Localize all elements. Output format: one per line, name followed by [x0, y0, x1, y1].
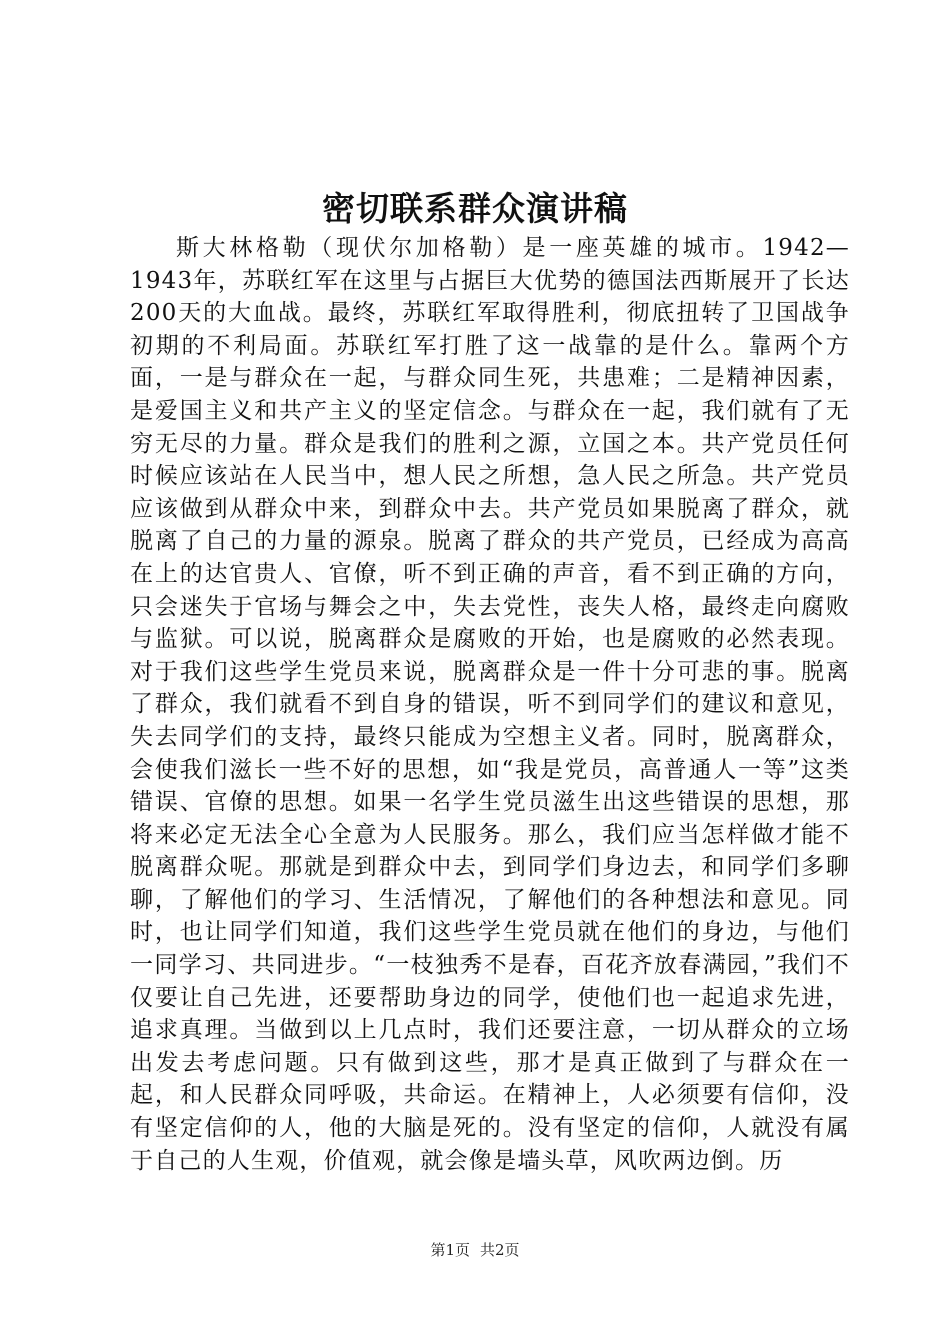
page-total: 共2页: [480, 1241, 520, 1259]
page-number: 第1页: [430, 1241, 470, 1259]
document-title: 密切联系群众演讲稿: [322, 189, 628, 228]
body-paragraph: 斯大林格勒（现伏尔加格勒）是一座英雄的城市。1942—1943年，苏联红军在这里与占据巨大优势的德国法西斯展开了长达200天的大血战。最终，苏联红军取得胜利，彻底扭转了卫国战争初期的不利局面。苏联红军打胜了这一战靠的是什么。靠两个方面，一是与群众在一起，与群众同生死，共患难；二是精神因素，是爱国主义和共产主义的坚定信念。与群众在一起，我们就有了无穷无尽的力量。群众是我们的胜利之源，立国之本。共产党员任何时候应该站在人民当中，想人民之所想，急人民之所急。共产党员应该做到从群众中来，到群众中去。共产党员如果脱离了群众，就脱离了自己的力量的源泉。脱离了群众的共产党员，已经成为高高在上的达官贵人、官僚，听不到正确的声音，看不到正确的方向，只会迷失于官场与舞会之中，失去党性，丧失人格，最终走向腐败与监狱。可以说，脱离群众是腐败的开始，也是腐败的必然表现。对于我们这些学生党员来说，脱离群众是一件十分可悲的事。脱离了群众，我们就看不到自身的错误，听不到同学们的建议和意见，失去同学们的支持，最终只能成为空想主义者。同时，脱离群众，会使我们滋长一些不好的思想，如“我是党员，高普通人一等”这类错误、官僚的思想。如果一名学生党员滋生出这些错误的思想，那将来必定无法全心全意为人民服务。那么，我们应当怎样做才能不脱离群众呢。那就是到群众中去，到同学们身边去，和同学们多聊聊，了解他们的学习、生活情况，了解他们的各种想法和意见。同时，也让同学们知道，我们这些学生党员就在他们的身边，与他们一同学习、共同进步。“一枝独秀不是春，百花齐放春满园，”我们不仅要让自己先进，还要帮助身边的同学，使他们也一起追求先进，追求真理。当做到以上几点时，我们还要注意，一切从群众的立场出发去考虑问题。只有做到这些，那才是真正做到了与群众在一起，和人民群众同呼吸，共命运。在精神上，人必须要有信仰，没有坚定信仰的人，他的大脑是死的。没有坚定的信仰，人就没有属于自己的人生观，价值观，就会像是墙头草，风吹两边倒。历: [130, 235, 850, 1174]
page-footer: [0, 1240, 950, 1260]
